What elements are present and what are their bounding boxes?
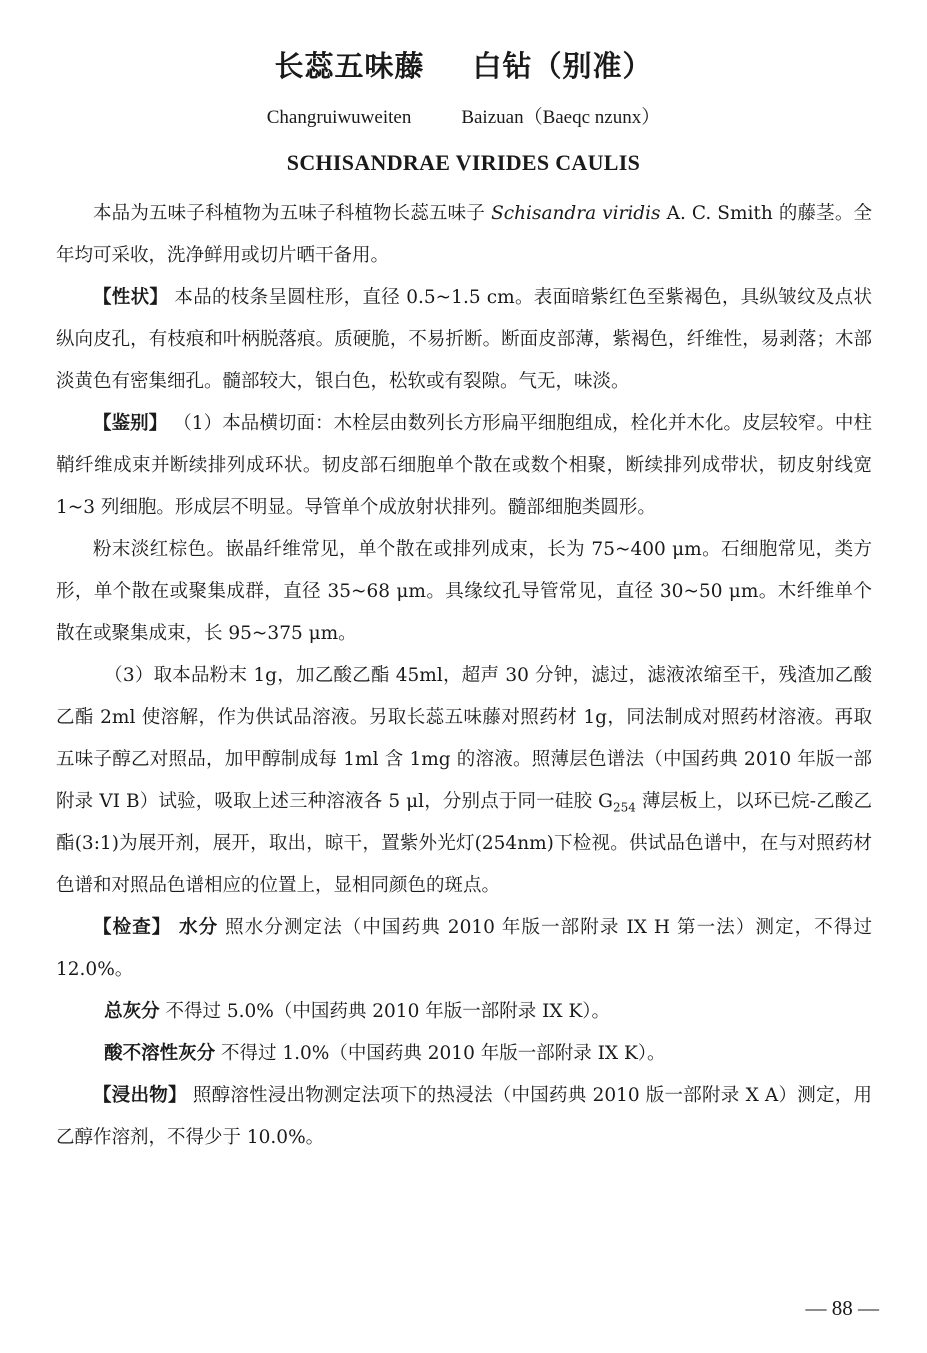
identification-text-3b: 薄层板上，以环已烷-乙酸乙酯(3:1)为展开剂，展开，取出，晾干，置紫外光灯(254nm)下检视。供试品色谱中，在与对照药材色谱和对照品色谱相应的位置上，显相同颜色的斑点。 <box>56 791 872 896</box>
identification-text-2: 粉末淡红棕色。嵌晶纤维常见，单个散在或排列成束，长为 75~400 μm。石细胞常见，类方形，单个散在或聚集成群，直径 35~68 μm。具缘纹孔导管常见，直径 30~50 μm。木纤维单个散在或聚集成束，长 95~375 μm。 <box>56 539 872 644</box>
identification-paragraph-2 <box>56 529 872 655</box>
identification-paragraph-3 <box>56 655 872 907</box>
identification-text-3a: （3）取本品粉末 1g，加乙酸乙酯 45ml，超声 30 分钟，滤过，滤液浓缩至干，残渣加乙酸乙酯 2ml 使溶解，作为供试品溶液。另取长蕊五味藤对照药材 1g，同法制成对照药材溶液。再取五味子醇乙对照品，加甲醇制成每 1ml 含 1mg 的溶液。照薄层色谱法（中国药典 2010 年版一部附录 VI B）试验，吸取上述三种溶液各 5 μl，分别点于同一硅胶 G <box>56 665 872 812</box>
silica-subscript: 254 <box>612 800 636 815</box>
inspection-paragraph <box>56 907 872 991</box>
moisture-label: 水分 <box>171 917 219 938</box>
extract-text: 照醇溶性浸出物测定法项下的热浸法（中国药典 2010 版一部附录 X A）测定，用乙醇作溶剂，不得少于 10.0%。 <box>56 1085 872 1148</box>
identification-text-1: （1）本品横切面：木栓层由数列长方形扁平细胞组成，栓化并木化。皮层较窄。中柱鞘纤维成束并断续排列成环状。韧皮部石细胞单个散在或数个相聚，断续排列成带状，韧皮射线宽 1~3 列细胞。形成层不明显。导管单个成放射状排列。髓部细胞类圆形。 <box>56 413 872 518</box>
characters-paragraph <box>56 277 872 403</box>
page-number: — 88 — <box>805 1296 879 1320</box>
source-text-after: A. C. Smith 的藤茎。全年均可采收，洗净鲜用或切片晒干备用。 <box>56 203 872 266</box>
chinese-pinyin: Changruiwuweiten <box>266 107 412 128</box>
identification-paragraph-1 <box>56 403 872 529</box>
source-text-before: 本品为五味子科植物为五味子科植物长蕊五味子 <box>93 203 492 224</box>
latin-title: SCHISANDRAE VIRIDES CAULIS <box>286 150 641 175</box>
characters-heading: 【性状】 <box>93 287 169 308</box>
total-ash-text: 不得过 5.0%（中国药典 2010 年版一部附录 IX K）。 <box>159 1001 611 1022</box>
identification-heading: 【鉴别】 <box>93 413 168 434</box>
source-paragraph <box>56 193 872 277</box>
pinyin-subtitle <box>0 102 927 129</box>
page-title <box>0 44 927 85</box>
zhuang-pinyin: Baizuan（Baeqc nzunx） <box>461 107 661 128</box>
extract-heading: 【浸出物】 <box>93 1085 187 1106</box>
inspection-heading: 【检查】 <box>93 917 172 938</box>
acid-ash-label: 酸不溶性灰分 <box>104 1043 216 1064</box>
acid-ash-text: 不得过 1.0%（中国药典 2010 年版一部附录 IX K）。 <box>215 1043 666 1064</box>
total-ash-label: 总灰分 <box>104 1001 160 1022</box>
acid-ash-paragraph <box>56 1033 872 1075</box>
extract-paragraph <box>56 1075 872 1159</box>
document-body <box>56 193 872 1159</box>
species-name: Schisandra viridis <box>491 203 661 224</box>
characters-text: 本品的枝条呈圆柱形，直径 0.5~1.5 cm。表面暗紫红色至紫褐色，具纵皱纹及点状纵向皮孔，有枝痕和叶柄脱落痕。质硬脆，不易折断。断面皮部薄，紫褐色，纤维性，易剥落；木部淡黄色有密集细孔。髓部较大，银白色，松软或有裂隙。气无，味淡。 <box>56 287 872 392</box>
total-ash-paragraph <box>56 991 872 1033</box>
moisture-text: 照水分测定法（中国药典 2010 年版一部附录 IX H 第一法）测定，不得过 12.0%。 <box>56 917 872 980</box>
title-zhuang-name: 白钻（别准） <box>472 49 653 83</box>
title-chinese-name: 长蕊五味藤 <box>274 49 425 83</box>
